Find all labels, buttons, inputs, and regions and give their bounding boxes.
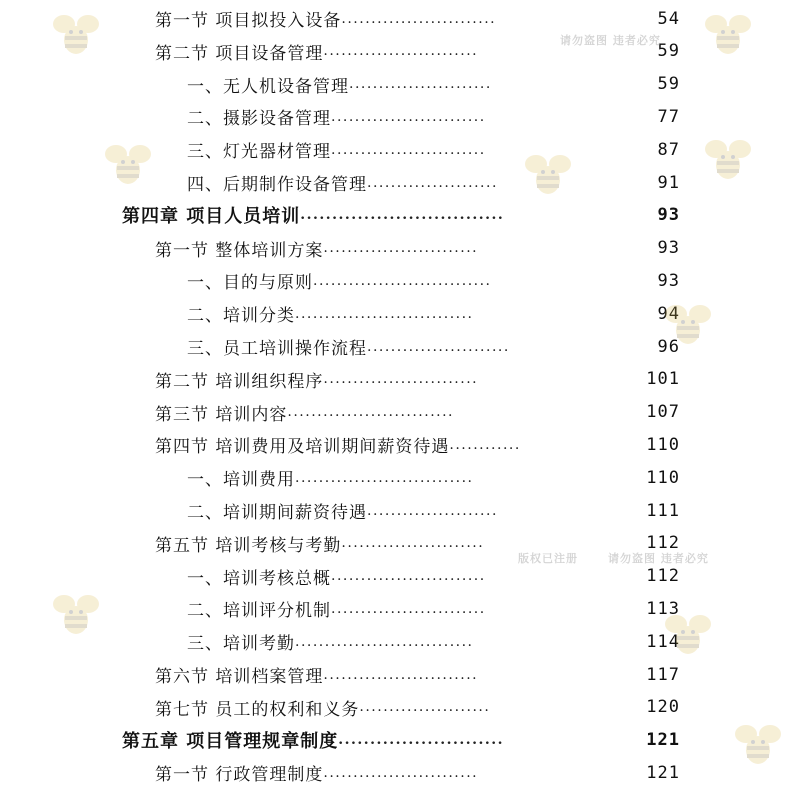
toc-leader-dots: ........................ <box>367 338 510 355</box>
toc-section-entry[interactable] <box>0 363 800 396</box>
toc-leader-dots: .............................. <box>295 469 474 486</box>
toc-section-entry[interactable] <box>0 658 800 691</box>
toc-leader-dots: ................................ <box>300 207 505 224</box>
toc-leader-dots: .......................... <box>323 43 479 60</box>
toc-page-number: 59 <box>657 74 680 95</box>
toc-entry-title: 二、培训期间薪资待遇 <box>187 503 367 523</box>
toc-entry-title: 三、培训考勤 <box>187 634 295 655</box>
toc-entry-title: 第三节 培训内容 <box>155 404 288 425</box>
watermark-text: 请勿盗图 违者必究 <box>608 552 709 565</box>
toc-entry-title: 第一节 整体培训方案 <box>155 240 324 261</box>
toc-item-entry[interactable] <box>0 264 800 297</box>
toc-page-number: 91 <box>657 172 680 193</box>
toc-section-entry[interactable] <box>0 396 800 429</box>
toc-item-entry[interactable] <box>0 68 800 101</box>
toc-page-number: 101 <box>646 369 680 390</box>
toc-page-number: 94 <box>657 303 680 324</box>
toc-leader-dots: .......................... <box>323 666 479 683</box>
toc-entry-title: 第六节 培训档案管理 <box>155 667 324 687</box>
toc-page-number: 110 <box>646 434 680 455</box>
toc-entry-title: 一、无人机设备管理 <box>187 76 349 97</box>
toc-section-entry[interactable] <box>0 232 800 265</box>
toc-entry-title: 第一节 项目拟投入设备 <box>155 11 342 31</box>
toc-item-entry[interactable] <box>0 330 800 363</box>
toc-section-entry[interactable] <box>0 527 800 560</box>
toc-page-number: 110 <box>646 467 680 488</box>
toc-leader-dots: .......................... <box>331 108 486 125</box>
toc-entry-title: 第七节 员工的权利和义务 <box>155 699 360 720</box>
toc-page-number: 120 <box>646 697 680 718</box>
toc-item-entry[interactable] <box>0 625 800 658</box>
toc-item-entry[interactable] <box>0 133 800 166</box>
toc-section-entry[interactable] <box>0 756 800 789</box>
toc-section-entry[interactable] <box>0 691 800 724</box>
toc-leader-dots: .............................. <box>295 633 474 650</box>
toc-item-entry[interactable] <box>0 166 800 199</box>
toc-chapter-entry[interactable] <box>0 724 800 757</box>
toc-page-number: 77 <box>657 106 680 127</box>
toc-page-number: 96 <box>657 336 680 357</box>
toc-item-entry[interactable] <box>0 494 800 527</box>
toc-page-number: 117 <box>646 664 680 685</box>
watermark-text: 版权已注册 <box>518 552 578 565</box>
toc-entry-title: 一、培训考核总概 <box>187 568 331 589</box>
toc-entry-title: 四、后期制作设备管理 <box>187 175 367 195</box>
toc-page-number: 121 <box>646 730 680 751</box>
toc-leader-dots: .......................... <box>323 371 479 388</box>
toc-leader-dots: .......................... <box>331 568 486 585</box>
toc-item-entry[interactable] <box>0 461 800 494</box>
toc-leader-dots: ........................ <box>341 535 485 552</box>
toc-entry-title: 第一节 行政管理制度 <box>155 765 324 786</box>
toc-item-entry[interactable] <box>0 100 800 133</box>
toc-page-number: 54 <box>657 8 680 29</box>
toc-page-number: 111 <box>646 500 680 521</box>
toc-leader-dots: .......................... <box>323 240 479 257</box>
toc-section-entry[interactable] <box>0 2 800 35</box>
toc-chapter-entry[interactable] <box>0 199 800 232</box>
toc-leader-dots: .......................... <box>323 764 479 781</box>
toc-entry-title: 一、目的与原则 <box>187 273 313 294</box>
toc-page-number: 93 <box>657 238 680 259</box>
watermark-text: 请勿盗图 违者必究 <box>560 34 661 47</box>
toc-page-number: 113 <box>646 598 680 619</box>
toc-entry-title: 二、培训评分机制 <box>187 601 331 622</box>
toc-leader-dots: .......................... <box>331 600 486 617</box>
toc-leader-dots: .......................... <box>341 10 497 27</box>
toc-page-number: 87 <box>657 139 680 160</box>
toc-entry-title: 三、灯光器材管理 <box>187 142 331 163</box>
toc-page-number: 112 <box>646 566 680 587</box>
toc-entry-title: 二、摄影设备管理 <box>187 109 331 130</box>
toc-page-number: 93 <box>657 270 680 291</box>
toc-page-number: 112 <box>646 533 680 554</box>
toc-entry-title: 二、培训分类 <box>187 306 295 327</box>
toc-leader-dots: ...................... <box>367 174 498 191</box>
toc-page-number: 114 <box>646 631 680 652</box>
toc-item-entry[interactable] <box>0 297 800 330</box>
toc-section-entry[interactable] <box>0 35 800 68</box>
toc-leader-dots: .............................. <box>313 272 492 289</box>
toc-entry-title: 第四章 项目人员培训 <box>122 206 301 228</box>
toc-entry-title: 第五章 项目管理规章制度 <box>122 731 339 753</box>
toc-item-entry[interactable] <box>0 592 800 625</box>
toc-page-number: 93 <box>657 205 680 226</box>
toc-entry-title: 第四节 培训费用及培训期间薪资待遇 <box>155 437 450 458</box>
toc-page-number: 59 <box>657 41 680 62</box>
toc-leader-dots: ............ <box>449 436 521 453</box>
toc-page-number: 107 <box>646 402 680 423</box>
toc-leader-dots: ...................... <box>359 699 491 716</box>
toc-leader-dots: ...................... <box>367 502 498 519</box>
toc-leader-dots: .......................... <box>338 732 504 749</box>
toc-entry-title: 第二节 项目设备管理 <box>155 43 324 64</box>
toc-leader-dots: ........................ <box>349 76 492 93</box>
toc-leader-dots: .............................. <box>295 305 474 322</box>
toc-section-entry[interactable] <box>0 428 800 461</box>
toc-entry-title: 第二节 培训组织程序 <box>155 371 324 392</box>
toc-item-entry[interactable] <box>0 560 800 593</box>
toc-entry-title: 第五节 培训考核与考勤 <box>155 535 342 556</box>
toc-page-number: 121 <box>646 762 680 783</box>
toc-entry-title: 一、培训费用 <box>187 470 295 491</box>
toc-leader-dots: ............................ <box>287 404 455 421</box>
toc-leader-dots: .......................... <box>331 141 486 158</box>
toc-entry-title: 三、员工培训操作流程 <box>187 339 367 359</box>
